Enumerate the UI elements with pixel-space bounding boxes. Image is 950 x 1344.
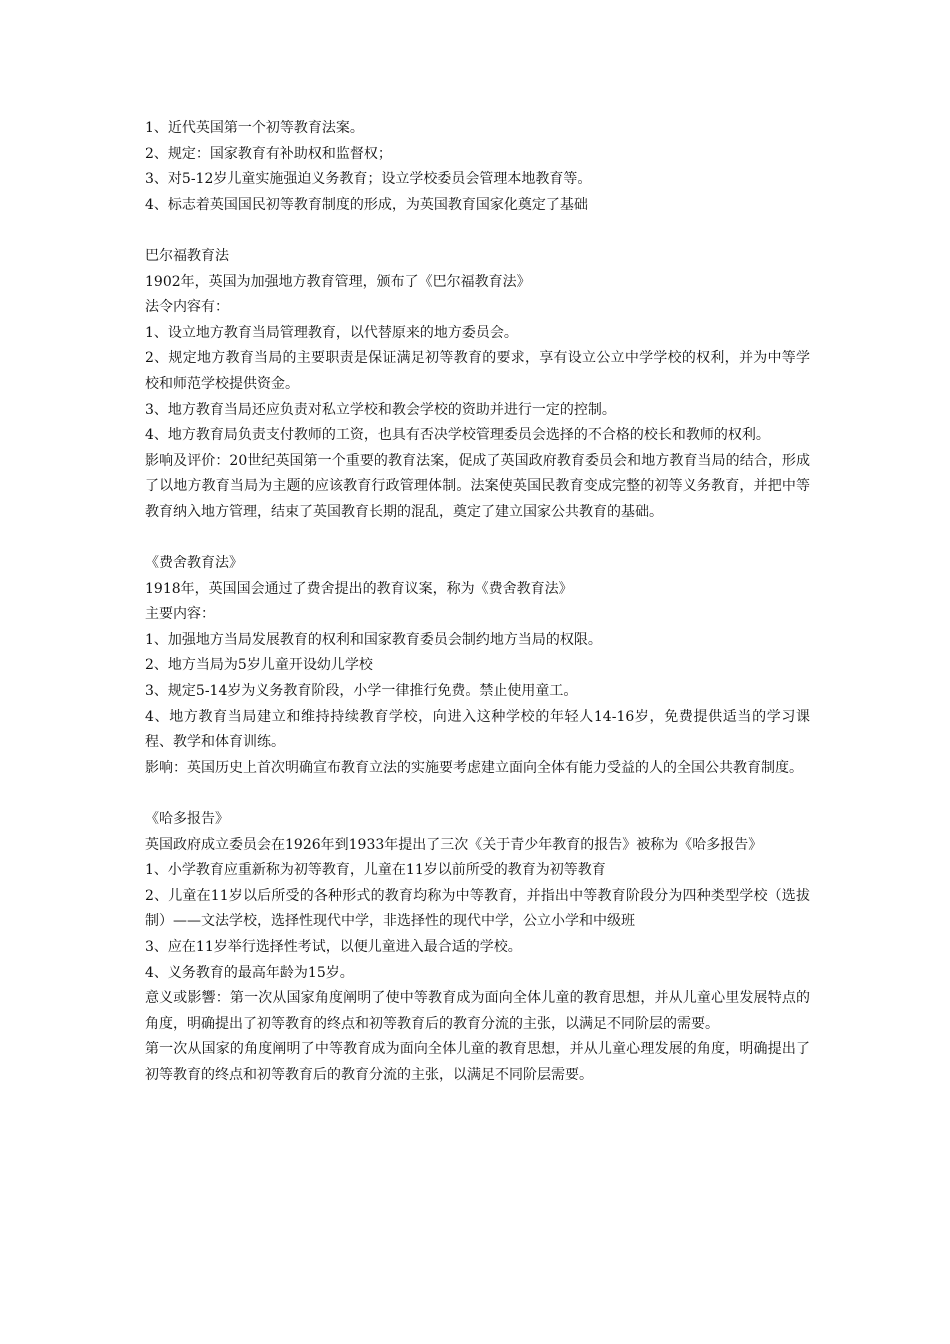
paragraph: 英国政府成立委员会在1926年到1933年提出了三次《关于青少年教育的报告》被称为《哈多报告》 bbox=[145, 836, 763, 853]
paragraph: 3、地方教育当局还应负责对私立学校和教会学校的资助并进行一定的控制。 bbox=[145, 401, 616, 418]
paragraph: 4、标志着英国国民初等教育制度的形成，为英国教育国家化奠定了基础 bbox=[145, 196, 588, 213]
paragraph: 第一次从国家的角度阐明了中等教育成为面向全体儿童的教育思想，并从儿童心理发展的角度，明确提出了初等教育的终点和初等教育后的教育分流的主张，以满足不同阶层需要。 bbox=[145, 1041, 810, 1083]
paragraph: 1902年，英国为加强地方教育管理，颁布了《巴尔福教育法》 bbox=[145, 273, 531, 290]
section-heading: 《费舍教育法》 bbox=[145, 555, 243, 572]
paragraph: 意义或影響：第一次从国家角度阐明了使中等教育成为面向全体儿童的教育思想，并从儿童心里发展特点的角度，明确提出了初等教育的终点和初等教育后的教育分流的主张，以满足不同阶层的需要。 bbox=[145, 990, 810, 1032]
section-elementary-education-act bbox=[145, 116, 810, 218]
paragraph: 1918年，英国国会通过了费舍提出的教育议案，称为《费舍教育法》 bbox=[145, 580, 573, 597]
paragraph: 2、规定地方教育当局的主要职责是保证满足初等教育的要求，享有设立公立中学学校的权利，并为中等学校和师范学校提供资金。 bbox=[145, 350, 810, 392]
paragraph: 4、义务教育的最高年龄为15岁。 bbox=[145, 964, 354, 981]
section-heading: 巴尔福教育法 bbox=[145, 247, 229, 264]
paragraph: 2、地方当局为5岁儿童开设幼儿学校 bbox=[145, 657, 373, 674]
paragraph: 1、设立地方教育当局管理教育，以代替原来的地方委员会。 bbox=[145, 324, 518, 341]
paragraph: 4、地方教育当局建立和维持持续教育学校，向进入这种学校的年轻人14-16岁，免费提供适当的学习课程、教学和体育训练。 bbox=[145, 708, 810, 751]
paragraph: 法令内容有： bbox=[145, 299, 229, 316]
paragraph: 3、应在11岁举行选择性考试，以便儿童进入最合适的学校。 bbox=[145, 939, 522, 955]
paragraph: 主要内容： bbox=[145, 606, 215, 623]
section-spacer bbox=[145, 526, 810, 552]
document-page bbox=[145, 116, 810, 1089]
section-balfour-act bbox=[145, 244, 810, 526]
paragraph: 1、小学教育应重新称为初等教育，儿童在11岁以前所受的教育为初等教育 bbox=[145, 862, 606, 879]
section-hadow-report bbox=[145, 807, 810, 1089]
paragraph: 2、儿童在11岁以后所受的各种形式的教育均称为中等教育，并指出中等教育阶段分为四种类型学校（选拔制）——文法学校，选择性现代中学，非选择性的现代中学，公立小学和中级班 bbox=[145, 887, 810, 930]
paragraph: 影响及评价：20世纪英国第一个重要的教育法案，促成了英国政府教育委员会和地方教育当局的结合，形成了以地方教育当局为主题的应该教育行政管理体制。法案使英国民教育变成完整的初等义务教育，并把中等教育纳入地方管理，结束了英国教育长期的混乱，奠定了建立国家公共教育的基础。 bbox=[145, 452, 810, 520]
section-spacer bbox=[145, 781, 810, 807]
paragraph: 1、加强地方当局发展教育的权利和国家教育委员会制约地方当局的权限。 bbox=[145, 631, 602, 648]
section-spacer bbox=[145, 218, 810, 244]
paragraph: 3、对5-12岁儿童实施强迫义务教育；设立学校委员会管理本地教育等。 bbox=[145, 171, 592, 188]
paragraph: 4、地方教育局负责支付教师的工资，也具有否决学校管理委员会选择的不合格的校长和教师的权利。 bbox=[145, 427, 770, 444]
section-fisher-act bbox=[145, 551, 810, 781]
paragraph: 1、近代英国第一个初等教育法案。 bbox=[145, 120, 364, 136]
paragraph: 2、规定：国家教育有补助权和监督权； bbox=[145, 145, 392, 162]
paragraph: 影响：英国历史上首次明确宣布教育立法的实施要考虑建立面向全体有能力受益的人的全国公共教育制度。 bbox=[145, 759, 803, 776]
paragraph: 3、规定5-14岁为义务教育阶段，小学一律推行免费。禁止使用童工。 bbox=[145, 683, 578, 700]
section-heading: 《哈多报告》 bbox=[145, 811, 229, 828]
